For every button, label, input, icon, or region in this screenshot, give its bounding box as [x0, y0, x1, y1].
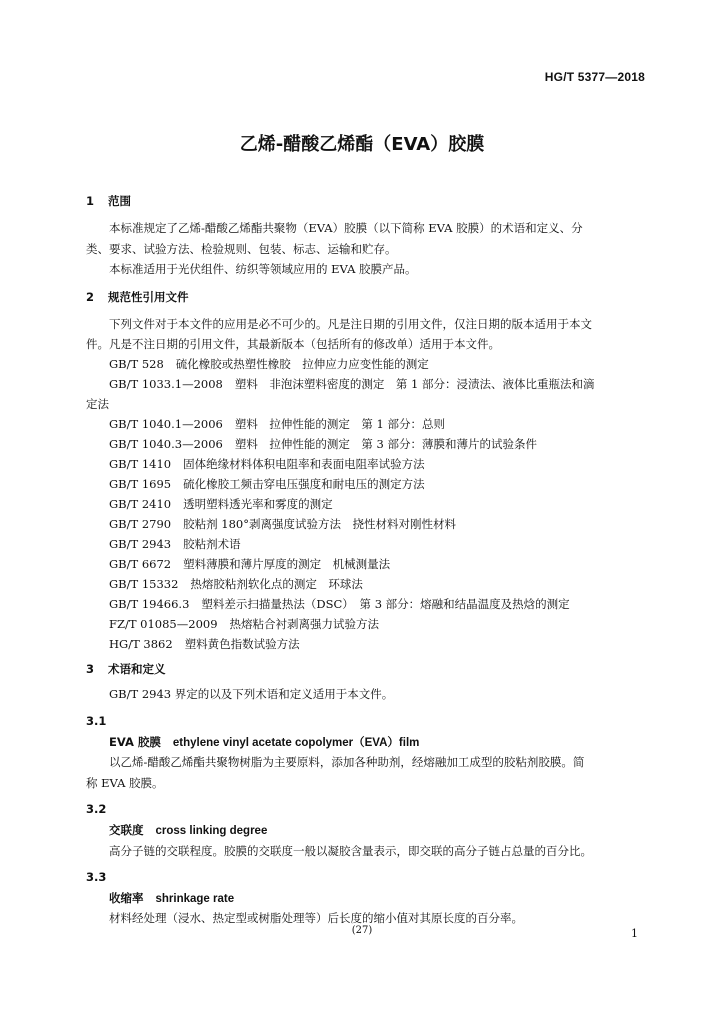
normative-intro-line-2: 件。凡是不注日期的引用文件，其最新版本（包括所有的修改单）适用于本文件。	[86, 337, 500, 351]
scope-paragraph-line-1: 本标准规定了乙烯-醋酸乙烯酯共聚物（EVA）胶膜（以下简称 EVA 胶膜）的术语和定义、分	[109, 221, 583, 235]
term-number: 3.1	[86, 714, 107, 728]
term-chinese: EVA 胶膜	[109, 735, 161, 749]
reference-item	[109, 556, 390, 572]
section-title: 范围	[108, 194, 131, 208]
reference-title: 塑料 拉伸性能的测定 第 3 部分：薄膜和薄片的试验条件	[234, 437, 537, 451]
reference-code: GB/T 1033.1—2008	[109, 377, 223, 391]
reference-code: HG/T 3862	[109, 637, 173, 651]
reference-item	[109, 476, 425, 492]
scope-paragraph-2: 本标准适用于光伏组件、纺织等领域应用的 EVA 胶膜产品。	[109, 262, 417, 276]
reference-code: GB/T 1040.3—2006	[109, 437, 223, 451]
reference-title: 固体绝缘材料体积电阻率和表面电阻率试验方法	[183, 457, 425, 471]
term-definition-line-1: 高分子链的交联程度。胶膜的交联度一般以凝胶含量表示，即交联的高分子链占总量的百分比。	[109, 844, 592, 858]
reference-code: GB/T 6672	[109, 557, 172, 571]
page-number: 1	[631, 927, 638, 940]
terms-intro: GB/T 2943 界定的以及下列术语和定义适用于本文件。	[109, 687, 394, 701]
reference-code: GB/T 15332	[109, 577, 179, 591]
reference-item	[109, 376, 594, 392]
reference-title: 塑料薄膜和薄片厚度的测定 机械测量法	[183, 557, 391, 571]
reference-item	[109, 576, 363, 592]
term-entry	[109, 734, 419, 750]
reference-code: GB/T 528	[109, 357, 164, 371]
reference-item	[109, 596, 570, 612]
term-entry	[109, 822, 267, 838]
scope-paragraph-line-2: 类、要求、试验方法、检验规则、包装、标志、运输和贮存。	[86, 242, 397, 256]
term-english: cross linking degree	[155, 825, 268, 837]
section-3-heading	[86, 661, 166, 677]
document-title: 乙烯-醋酸乙烯酯（EVA）胶膜	[239, 134, 485, 155]
section-title: 术语和定义	[108, 662, 166, 676]
reference-title: 塑料 非泡沫塑料密度的测定 第 1 部分：浸渍法、液体比重瓶法和滴	[234, 377, 595, 391]
reference-title: 热熔粘合衬剥离强力试验方法	[229, 617, 380, 631]
term-number: 3.3	[86, 870, 107, 884]
reference-code: GB/T 2790	[109, 517, 172, 531]
section-1-heading	[86, 193, 131, 209]
normative-intro-line-1: 下列文件对于本文件的应用是必不可少的。凡是注日期的引用文件，仅注日期的版本适用于本文	[109, 317, 592, 331]
reference-code: GB/T 1410	[109, 457, 172, 471]
reference-item	[109, 636, 300, 652]
reference-code: GB/T 2943	[109, 537, 172, 551]
section-number: 2	[86, 290, 95, 304]
reference-title: 胶粘剂术语	[183, 537, 241, 551]
reference-continuation: 定法	[86, 397, 109, 411]
reference-title: 硫化橡胶或热塑性橡胶 拉伸应力应变性能的测定	[175, 357, 429, 371]
section-number: 1	[86, 194, 95, 208]
reference-title: 塑料黄色指数试验方法	[184, 637, 300, 651]
term-definition-line-1: 材料经处理（浸水、热定型或树脂处理等）后长度的缩小值对其原长度的百分率。	[109, 911, 523, 925]
reference-item	[109, 616, 379, 632]
reference-title: 胶粘剂 180°剥离强度试验方法 挠性材料对刚性材料	[183, 517, 456, 531]
reference-code: GB/T 2410	[109, 497, 172, 511]
reference-item	[109, 416, 445, 432]
reference-item	[109, 496, 333, 512]
standard-code: HG/T 5377—2018	[544, 70, 645, 84]
reference-code: GB/T 1695	[109, 477, 172, 491]
term-entry	[109, 890, 234, 906]
term-english: shrinkage rate	[155, 893, 235, 905]
reference-item	[109, 436, 537, 452]
reference-item	[109, 456, 425, 472]
reference-title: 透明塑料透光率和雾度的测定	[183, 497, 333, 511]
term-definition-line-2: 称 EVA 胶膜。	[86, 776, 164, 790]
section-2-heading	[86, 289, 189, 305]
reference-item	[109, 356, 429, 372]
reference-code: GB/T 1040.1—2006	[109, 417, 223, 431]
reference-title: 硫化橡胶工频击穿电压强度和耐电压的测定方法	[183, 477, 425, 491]
reference-item	[109, 536, 241, 552]
term-chinese: 收缩率	[109, 891, 144, 905]
reference-title: 塑料差示扫描量热法（DSC） 第 3 部分：熔融和结晶温度及热焓的测定	[201, 597, 570, 611]
reference-title: 塑料 拉伸性能的测定 第 1 部分：总则	[234, 417, 445, 431]
reference-title: 热熔胶粘剂软化点的测定 环球法	[190, 577, 363, 591]
reference-code: FZ/T 01085—2009	[109, 617, 218, 631]
term-number: 3.2	[86, 802, 107, 816]
reference-item	[109, 516, 456, 532]
term-definition-line-1: 以乙烯-醋酸乙烯酯共聚物树脂为主要原料，添加各种助剂，经熔融加工成型的胶粘剂胶膜。简	[109, 755, 585, 769]
reference-code: GB/T 19466.3	[109, 597, 190, 611]
term-english: ethylene vinyl acetate copolymer（EVA）film	[172, 737, 420, 749]
section-number: 3	[86, 662, 95, 676]
term-chinese: 交联度	[109, 823, 144, 837]
section-title: 规范性引用文件	[108, 290, 189, 304]
footer-page-marker: (27)	[351, 925, 373, 936]
